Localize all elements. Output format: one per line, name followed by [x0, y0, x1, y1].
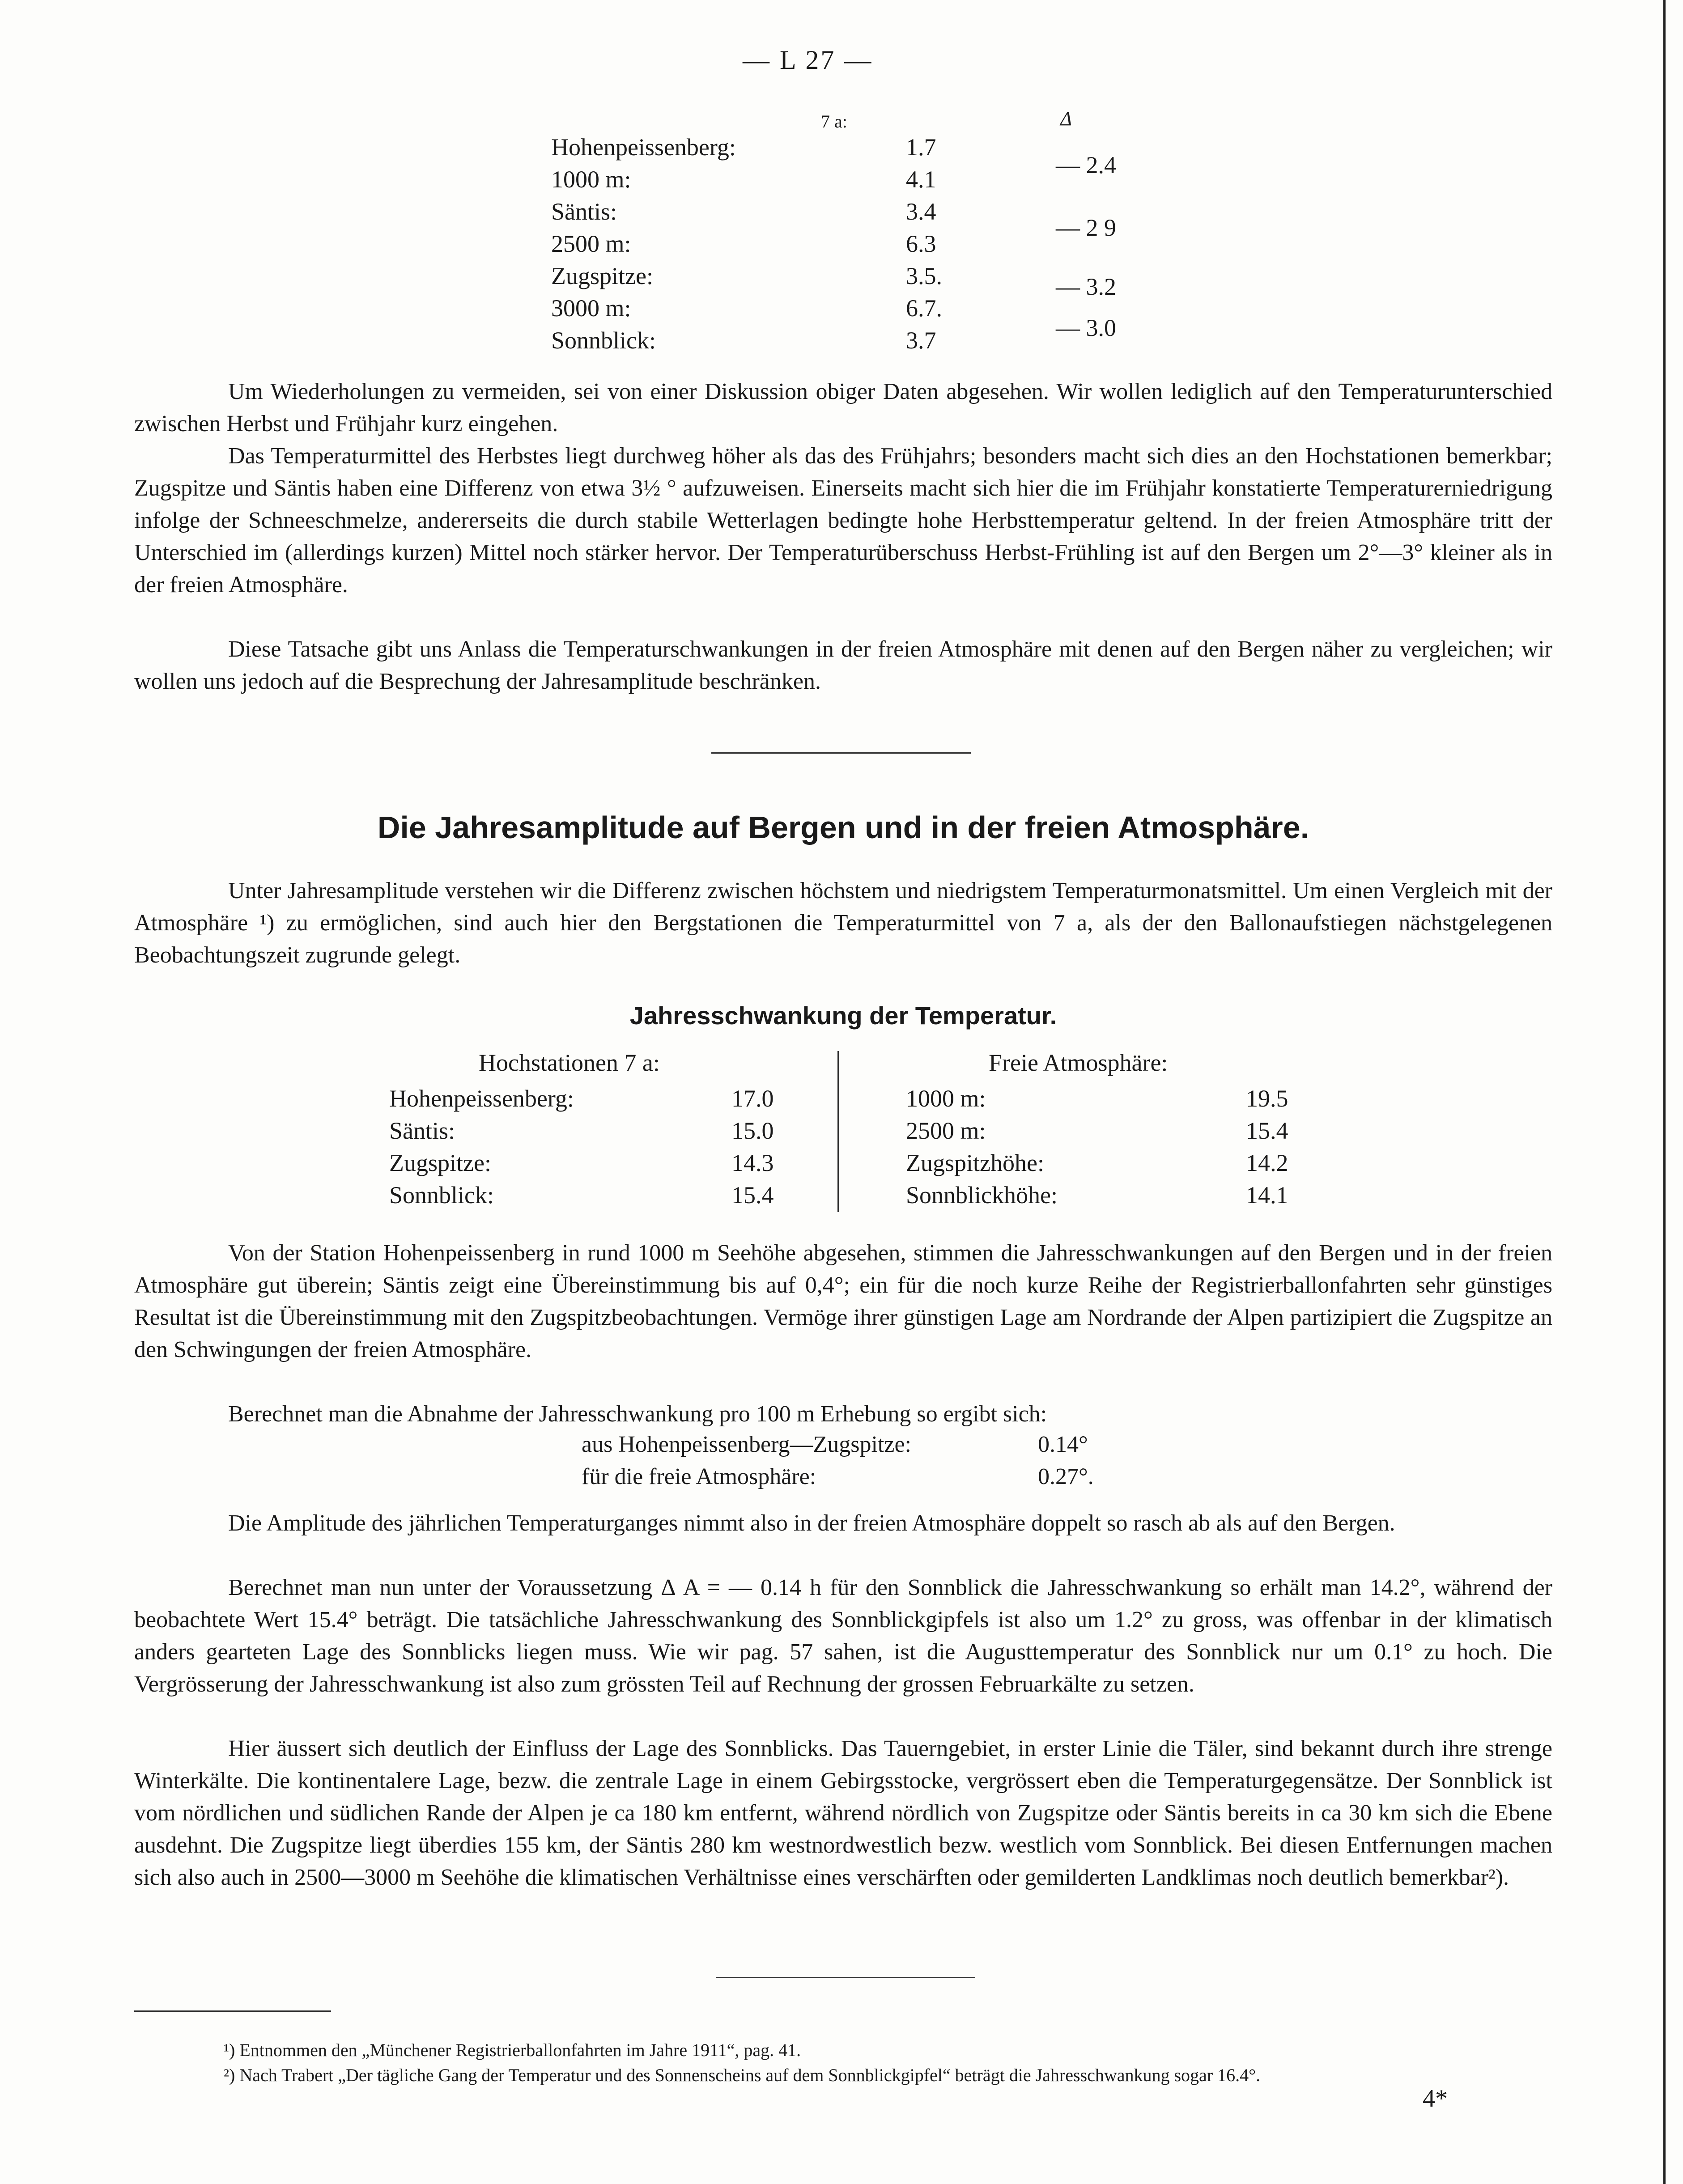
table3-value: 0.14° — [1038, 1432, 1088, 1457]
table1-col-7a-header: 7 a: — [821, 111, 847, 131]
footnote — [224, 2040, 801, 2061]
table2-right-value: 19.5 — [1246, 1085, 1288, 1112]
table1-delta: — 3.2 — [1056, 273, 1116, 300]
table1-row-label: Säntis: — [551, 198, 617, 225]
footnote-text: Entnommen den „Münchener Registrierballonfahrten im Jahre 1911“, pag. 41. — [239, 2040, 801, 2060]
paragraph: Diese Tatsache gibt uns Anlass die Temperaturschwankungen in der freien Atmosphäre mit denen auf den Bergen näher zu vergleichen; wir wollen uns jedoch auf die Besprechung der Jahresamplitude beschränken. — [134, 636, 1552, 694]
paragraph: Hier äussert sich deutlich der Einfluss der Lage des Sonnblicks. Das Tauerngebiet, in erster Linie die Täler, sind bekannt durch ihre strenge Winterkälte. Die kontinentalere Lage, bezw. die zentrale Lage in einem Gebirgsstocke, vergrössert eben die Temperaturgegensätze. Der Sonnblick ist vom nördlichen und südlichen Rande der Alpen je ca 180 km entfernt, während nördlich von Zugspitze oder Säntis bereits in ca 30 km sich die Ebene ausdehnt. Die Zugspitze liegt überdies 155 km, der Säntis 280 km westnordwestlich bezw. westlich vom Sonnblick. Bei diesen Entfernungen machen sich also auch in 2500—3000 m Seehöhe die klimatischen Verhältnisse eines verschärften oder gemilderten Landklimas noch deutlich bemerkbar²). — [134, 1736, 1552, 1890]
table2-right-value: 15.4 — [1246, 1117, 1288, 1144]
table1-row-value: 3.7 — [906, 327, 936, 354]
table2-right-label: Zugspitzhöhe: — [906, 1149, 1044, 1176]
footnote-mark: ²) — [224, 2065, 235, 2085]
table1-row-label: Sonnblick: — [551, 327, 656, 354]
table3-label: für die freie Atmosphäre: — [582, 1464, 816, 1489]
table1-row-label: 1000 m: — [551, 166, 631, 193]
page-number: — L 27 — — [743, 45, 873, 75]
table2-right-label: 1000 m: — [906, 1085, 986, 1112]
table1-delta: — 3.0 — [1056, 314, 1116, 341]
paragraph: Berechnet man die Abnahme der Jahresschwankung pro 100 m Erhebung so ergibt sich: — [228, 1401, 1047, 1427]
paragraph: Die Amplitude des jährlichen Temperaturganges nimmt also in der freien Atmosphäre doppelt so rasch ab als auf den Bergen. — [228, 1510, 1395, 1536]
table2-left-header: Hochstationen 7 a: — [479, 1049, 660, 1076]
section-heading: Die Jahresamplitude auf Bergen und in der freien Atmosphäre. — [377, 810, 1309, 845]
section-divider — [716, 1977, 975, 1978]
table3-label: aus Hohenpeissenberg—Zugspitze: — [582, 1432, 911, 1457]
table2-right-value: 14.1 — [1246, 1182, 1288, 1209]
table2-right-label: 2500 m: — [906, 1117, 986, 1144]
footnote-mark: ¹) — [224, 2040, 235, 2060]
table1-row-label: 3000 m: — [551, 295, 631, 322]
paragraph: Von der Station Hohenpeissenberg in rund 1000 m Seehöhe abgesehen, stimmen die Jahresschwankungen auf den Bergen und in der freien Atmosphäre gut überein; Säntis zeigt eine Übereinstimmung bis auf 0,4°; ein für die noch kurze Reihe der Registrierballonfahrten sehr günstiges Resultat ist die Übereinstimmung mit den Zugspitzbeobachtungen. Vermöge ihrer günstigen Lage am Nordrande der Alpen partizipiert die Zugspitze an den Schwingungen der freien Atmosphäre. — [134, 1240, 1552, 1362]
table2-left-label: Zugspitze: — [389, 1149, 491, 1176]
table2-left-value: 14.3 — [731, 1149, 774, 1176]
table1-row-value: 3.5. — [906, 263, 942, 289]
table3-value: 0.27°. — [1038, 1464, 1094, 1489]
table1-row-value: 3.4 — [906, 198, 936, 225]
paragraph: Berechnet man nun unter der Voraussetzung Δ A = — 0.14 h für den Sonnblick die Jahresschwankung so erhält man 14.2°, während der beobachtete Wert 15.4° beträgt. Die tatsächliche Jahresschwankung des Sonnblickgipfels ist also um 1.2° zu gross, was offenbar in der klimatisch anders gearteten Lage des Sonnblicks liegen muss. Wie wir pag. 57 sahen, ist die Augusttemperatur des Sonnblick nur um 0.1° zu hoch. Die Vergrösserung der Jahresschwankung ist also zum grössten Teil auf Rechnung der grossen Februarkälte zu setzen. — [134, 1575, 1552, 1697]
table1-row-label: Hohenpeissenberg: — [551, 134, 736, 161]
table1-row-label: Zugspitze: — [551, 263, 653, 289]
table2-left-value: 15.0 — [731, 1117, 774, 1144]
table2-left-value: 17.0 — [731, 1085, 774, 1112]
paragraph: Um Wiederholungen zu vermeiden, sei von einer Diskussion obiger Daten abgesehen. Wir wollen lediglich auf den Temperaturunterschied zwischen Herbst und Frühjahr kurz eingehen. — [134, 379, 1552, 437]
table1-row-value: 6.7. — [906, 295, 942, 322]
page-edge-rule — [1663, 0, 1666, 2184]
table2-right-label: Sonnblickhöhe: — [906, 1182, 1058, 1209]
paragraph: Das Temperaturmittel des Herbstes liegt durchweg höher als das des Frühjahrs; besonders macht sich dies an den Hochstationen bemerkbar; Zugspitze und Säntis haben eine Differenz von etwa 3½ ° aufzuweisen. Einerseits macht sich hier die im Frühjahr konstatierte Temperaturerniedrigung infolge der Schneeschmelze, andererseits die durch stabile Wetterlagen bedingte hohe Herbsttemperatur geltend. In der freien Atmosphäre tritt der Unterschied im (allerdings kurzen) Mittel noch stärker hervor. Der Temperaturüberschuss Herbst-Frühling ist auf den Bergen um 2°—3° kleiner als in der freien Atmosphäre. — [134, 443, 1552, 598]
table1-row-value: 6.3 — [906, 230, 936, 257]
table1-col-delta-header: Δ — [1060, 108, 1072, 130]
table1-row-label: 2500 m: — [551, 230, 631, 257]
table2-title: Jahresschwankung der Temperatur. — [629, 1001, 1057, 1030]
footnote-text: Nach Trabert „Der tägliche Gang der Temperatur und des Sonnenscheins auf dem Sonnblickgipfel“ beträgt die Jahresschwankung sogar 16.4°. — [239, 2065, 1261, 2085]
footnote-rule — [134, 2010, 331, 2012]
table2-left-label: Sonnblick: — [389, 1182, 494, 1209]
table2-left-label: Hohenpeissenberg: — [389, 1085, 574, 1112]
table2-divider — [837, 1051, 839, 1212]
table1-row-value: 1.7 — [906, 134, 936, 161]
signature-mark: 4* — [1423, 2085, 1448, 2112]
table1-row-value: 4.1 — [906, 166, 936, 193]
table2-left-value: 15.4 — [731, 1182, 774, 1209]
footnote — [224, 2065, 1260, 2086]
table2-right-value: 14.2 — [1246, 1149, 1288, 1176]
table2-left-label: Säntis: — [389, 1117, 455, 1144]
table2-right-header: Freie Atmosphäre: — [989, 1049, 1168, 1076]
table1-delta: — 2.4 — [1056, 152, 1116, 178]
paragraph: Unter Jahresamplitude verstehen wir die Differenz zwischen höchstem und niedrigstem Temperaturmonatsmittel. Um einen Vergleich mit der Atmosphäre ¹) zu ermöglichen, sind auch hier den Bergstationen die Temperaturmittel von 7 a, als der den Ballonaufstiegen nächstgelegenen Beobachtungszeit zugrunde gelegt. — [134, 878, 1552, 968]
section-divider — [711, 752, 971, 754]
table1-delta: — 2 9 — [1056, 214, 1116, 241]
